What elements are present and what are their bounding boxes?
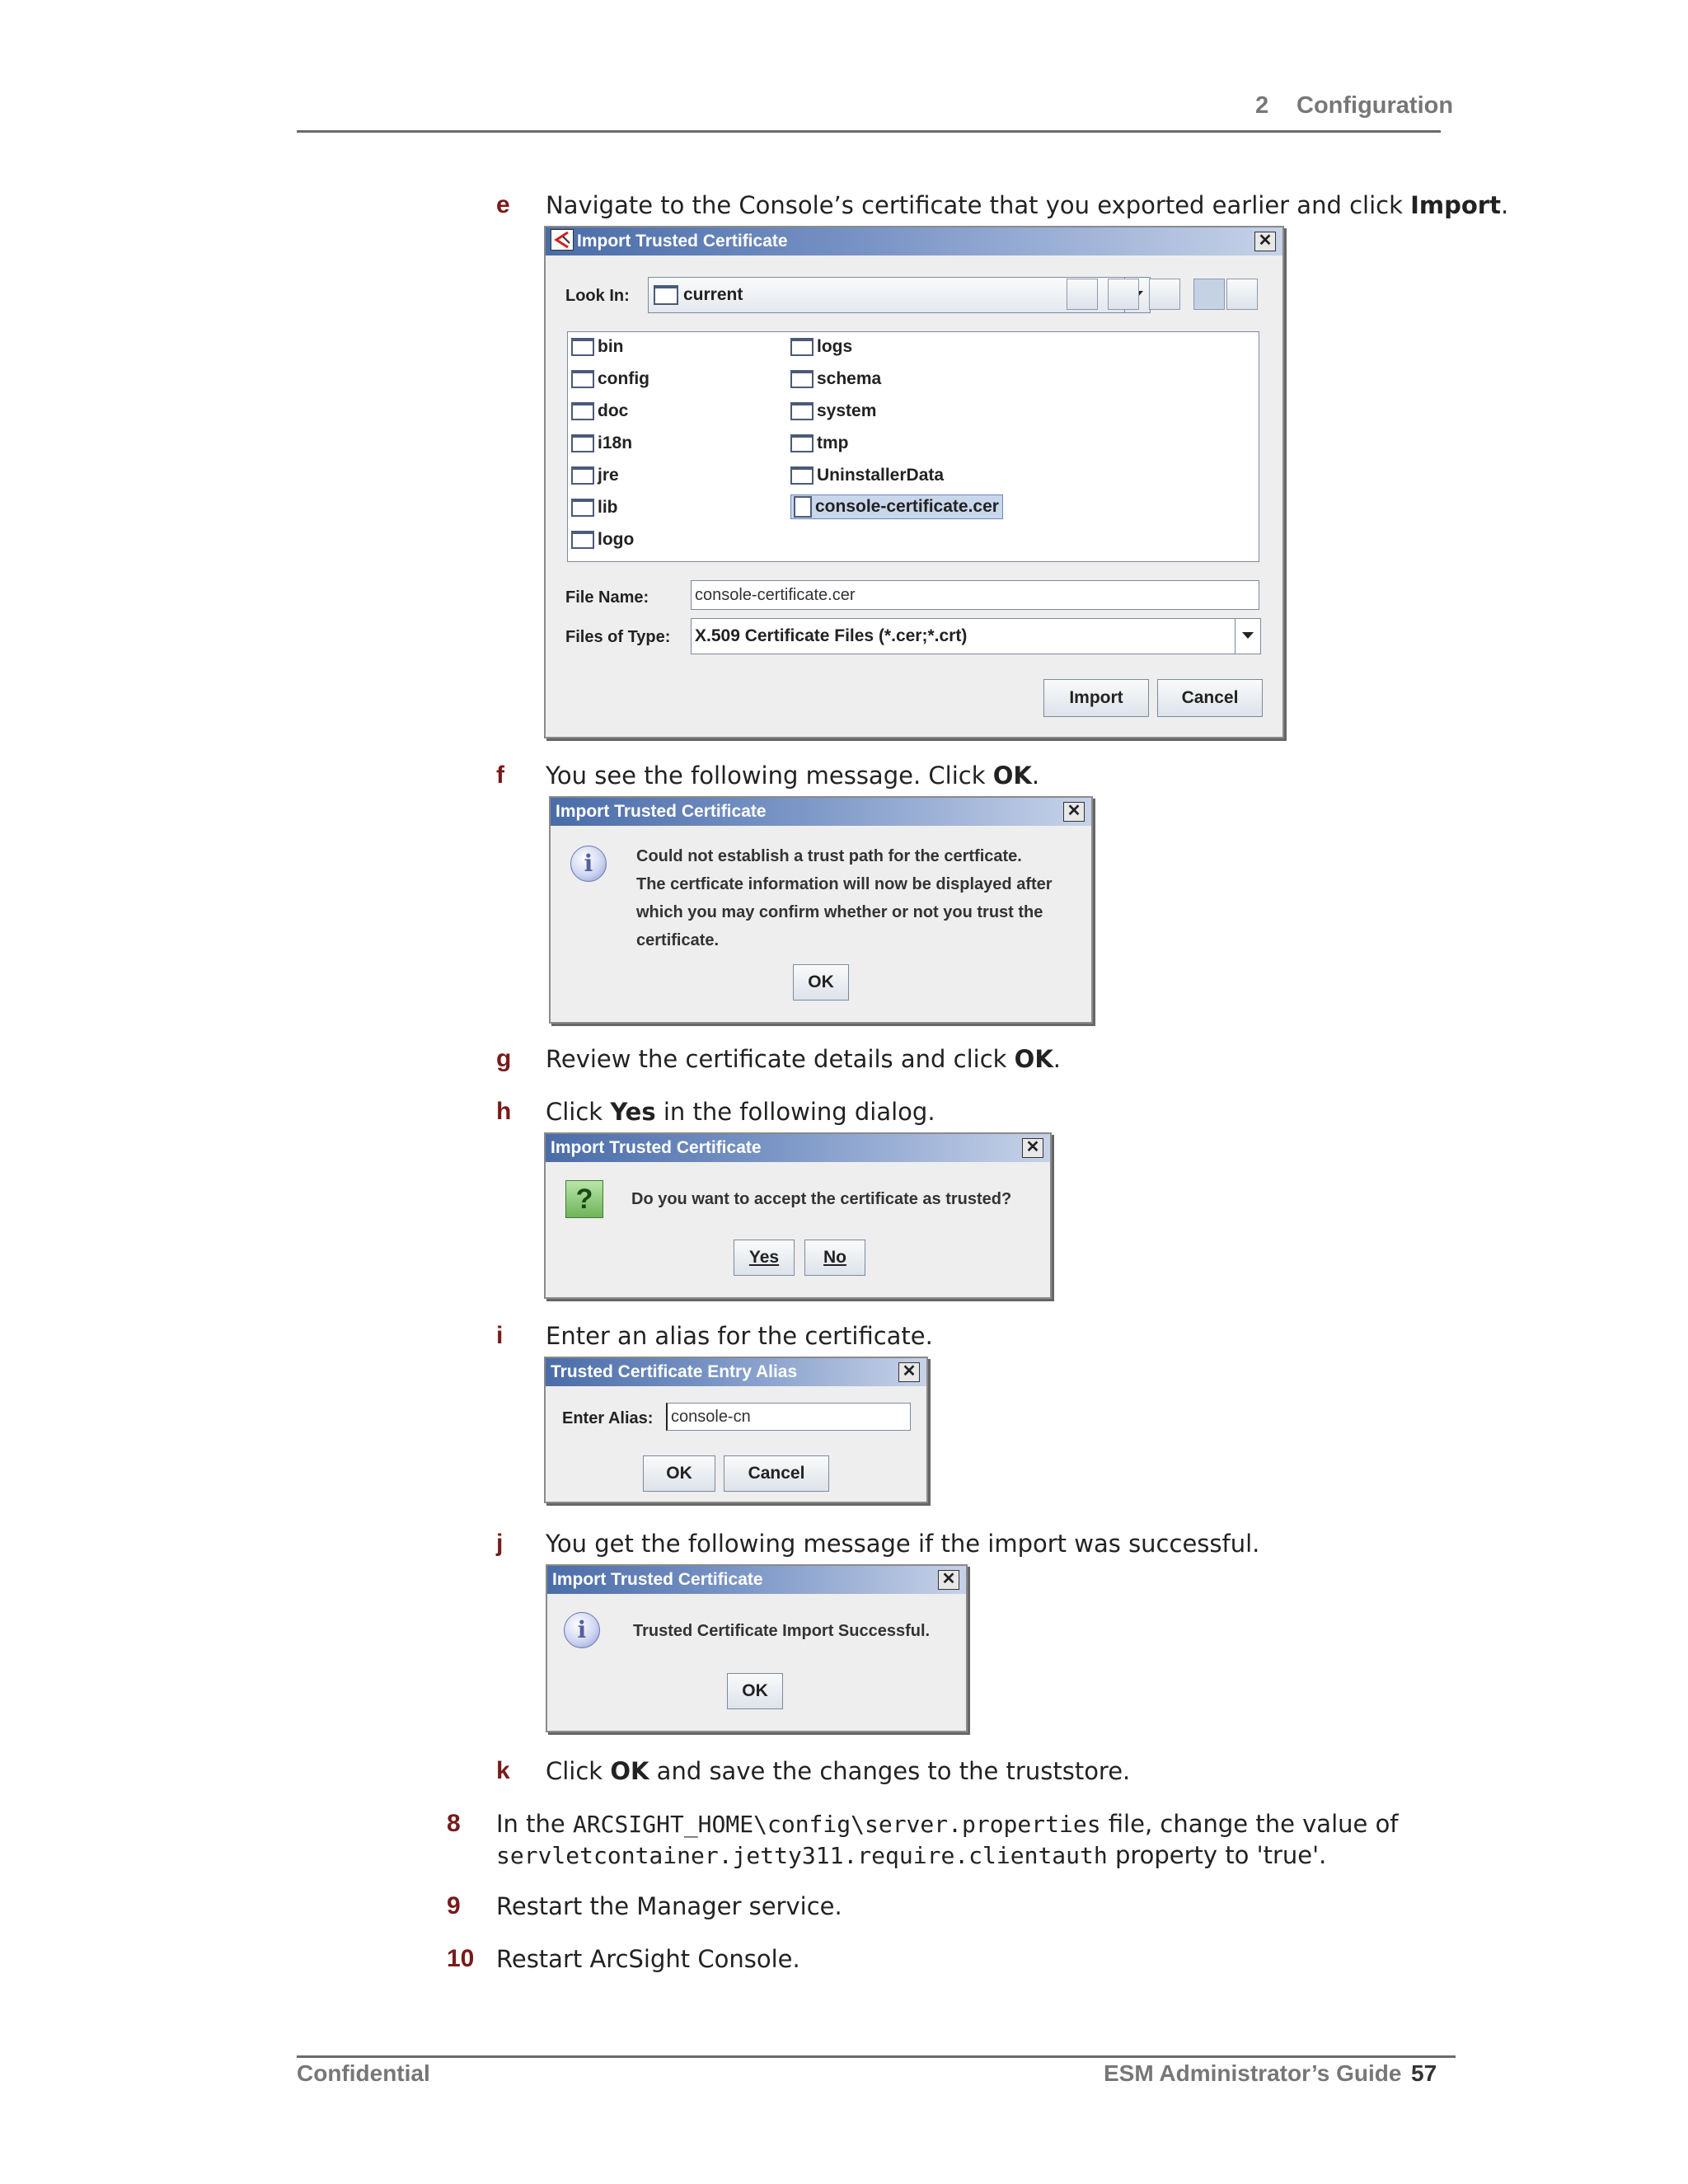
- step-f-text: You see the following message. Click OK.: [546, 762, 1040, 790]
- new-folder-icon[interactable]: [1149, 279, 1180, 310]
- list-item[interactable]: schema: [790, 368, 881, 391]
- list-view-icon[interactable]: [1193, 279, 1225, 310]
- step-marker-10: 10: [447, 1945, 475, 1972]
- cancel-button[interactable]: Cancel: [1157, 679, 1263, 717]
- no-button[interactable]: No: [804, 1240, 865, 1276]
- import-file-dialog: [544, 226, 1284, 738]
- step-marker-f: f: [496, 762, 504, 789]
- question-icon: ?: [565, 1180, 603, 1218]
- step-9-text: Restart the Manager service.: [496, 1892, 842, 1920]
- step-k-text: Click OK and save the changes to the truststore.: [546, 1757, 1131, 1785]
- file-type-label: Files of Type:: [565, 628, 671, 646]
- list-item[interactable]: logs: [790, 335, 852, 359]
- step-i-text: Enter an alias for the certificate.: [546, 1322, 933, 1350]
- import-button[interactable]: Import: [1043, 679, 1149, 717]
- close-icon[interactable]: ✕: [1254, 232, 1276, 251]
- file-list[interactable]: [567, 331, 1259, 562]
- footer-confidential: Confidential: [297, 2060, 430, 2086]
- look-in-value: current: [683, 285, 743, 304]
- file-type-combo[interactable]: [691, 618, 1261, 654]
- folder-icon: [571, 370, 594, 388]
- chapter-number: 2: [1255, 92, 1269, 119]
- step-marker-i: i: [496, 1322, 504, 1349]
- close-icon[interactable]: ✕: [1022, 1138, 1043, 1158]
- chevron-down-icon[interactable]: [1235, 619, 1260, 654]
- look-in-label: Look In:: [565, 287, 630, 305]
- folder-icon: [571, 338, 594, 356]
- dialog-title-bar: [551, 798, 1091, 826]
- folder-icon: [790, 434, 814, 452]
- page-number: 57: [1411, 2060, 1437, 2086]
- file-icon: [794, 496, 812, 518]
- list-item[interactable]: jre: [571, 464, 619, 487]
- step-8-line1: In the ARCSIGHT_HOME\config\server.properties file, change the value of: [496, 1810, 1399, 1838]
- info-icon: i: [564, 1612, 600, 1648]
- app-icon: [551, 229, 574, 251]
- folder-icon: [571, 434, 594, 452]
- folder-icon: [571, 499, 594, 517]
- list-item[interactable]: bin: [571, 335, 624, 359]
- up-folder-icon[interactable]: [1067, 279, 1098, 310]
- list-item[interactable]: logo: [571, 528, 634, 551]
- close-icon[interactable]: ✕: [1063, 802, 1085, 822]
- selected-file-item[interactable]: console-certificate.cer: [790, 494, 1003, 519]
- folder-icon: [571, 466, 594, 485]
- footer-guide-title: ESM Administrator’s Guide: [1104, 2060, 1402, 2086]
- step-marker-8: 8: [447, 1810, 461, 1837]
- list-item[interactable]: UninstallerData: [790, 464, 944, 487]
- home-icon[interactable]: [1108, 279, 1139, 310]
- cancel-button[interactable]: Cancel: [724, 1455, 829, 1492]
- accept-message: Do you want to accept the certificate as trusted?: [631, 1190, 1012, 1208]
- folder-icon: [790, 402, 814, 420]
- dialog-title: Trusted Certificate Entry Alias: [551, 1362, 798, 1381]
- file-name-field[interactable]: console-certificate.cer: [691, 580, 1259, 610]
- step-marker-g: g: [496, 1045, 512, 1072]
- step-j-text: You get the following message if the import was successful.: [546, 1530, 1260, 1558]
- list-item[interactable]: tmp: [790, 432, 849, 455]
- folder-icon: [790, 466, 814, 485]
- step-10-text: Restart ArcSight Console.: [496, 1945, 800, 1973]
- success-dialog: [546, 1564, 968, 1732]
- success-message: Trusted Certificate Import Successful.: [633, 1622, 931, 1640]
- dialog-title: Import Trusted Certificate: [556, 802, 767, 821]
- yes-button[interactable]: Yes: [734, 1240, 795, 1276]
- alias-input[interactable]: console-cn: [666, 1403, 911, 1431]
- step-h-text: Click Yes in the following dialog.: [546, 1098, 935, 1126]
- dialog-title-bar: [546, 1358, 926, 1386]
- list-item[interactable]: lib: [571, 496, 618, 519]
- list-item[interactable]: doc: [571, 400, 628, 423]
- dialog-title-bar: [547, 1566, 966, 1594]
- list-item[interactable]: i18n: [571, 432, 632, 455]
- dialog-title: Import Trusted Certificate: [577, 232, 788, 251]
- folder-icon: [790, 338, 814, 356]
- folder-icon: [790, 370, 814, 388]
- step-marker-9: 9: [447, 1892, 461, 1919]
- dialog-title: Import Trusted Certificate: [551, 1138, 762, 1157]
- ok-button[interactable]: OK: [793, 964, 849, 1001]
- ok-button[interactable]: OK: [643, 1455, 715, 1492]
- step-marker-k: k: [496, 1757, 510, 1784]
- chapter-title: Configuration: [1296, 92, 1454, 119]
- file-type-value: X.509 Certificate Files (*.cer;*.crt): [695, 626, 968, 645]
- step-marker-j: j: [496, 1530, 504, 1557]
- list-item[interactable]: config: [571, 368, 649, 391]
- close-icon[interactable]: ✕: [898, 1362, 920, 1382]
- dialog-title-bar: [546, 1134, 1050, 1162]
- ok-button[interactable]: OK: [727, 1673, 783, 1709]
- step-8-line2: servletcontainer.jetty311.require.clientauth property to 'true'.: [496, 1841, 1327, 1869]
- folder-icon: [654, 285, 678, 305]
- info-icon: i: [570, 846, 607, 882]
- footer-rule: [297, 2055, 1456, 2058]
- trust-path-message: Could not establish a trust path for the certficate. The certficate information will now be displayed after which you may confirm whether or not you trust the certificate.: [636, 847, 1053, 949]
- accept-certificate-dialog: [544, 1132, 1052, 1299]
- close-icon[interactable]: ✕: [938, 1570, 959, 1590]
- list-item[interactable]: system: [790, 400, 876, 423]
- header-rule: [297, 130, 1441, 133]
- step-marker-h: h: [496, 1098, 512, 1125]
- step-g-text: Review the certificate details and click OK.: [546, 1045, 1062, 1073]
- file-name-label: File Name:: [565, 588, 649, 607]
- folder-icon: [571, 402, 594, 420]
- dialog-title-bar: [546, 227, 1282, 255]
- alias-label: Enter Alias:: [562, 1409, 654, 1427]
- details-view-icon[interactable]: [1226, 279, 1258, 310]
- alias-dialog: [544, 1357, 928, 1503]
- step-marker-e: e: [496, 191, 510, 218]
- step-e-text: Navigate to the Console’s certificate that you exported earlier and click Import.: [546, 191, 1509, 219]
- folder-icon: [571, 531, 594, 549]
- dialog-title: Import Trusted Certificate: [552, 1570, 763, 1589]
- trust-path-dialog: [549, 796, 1093, 1024]
